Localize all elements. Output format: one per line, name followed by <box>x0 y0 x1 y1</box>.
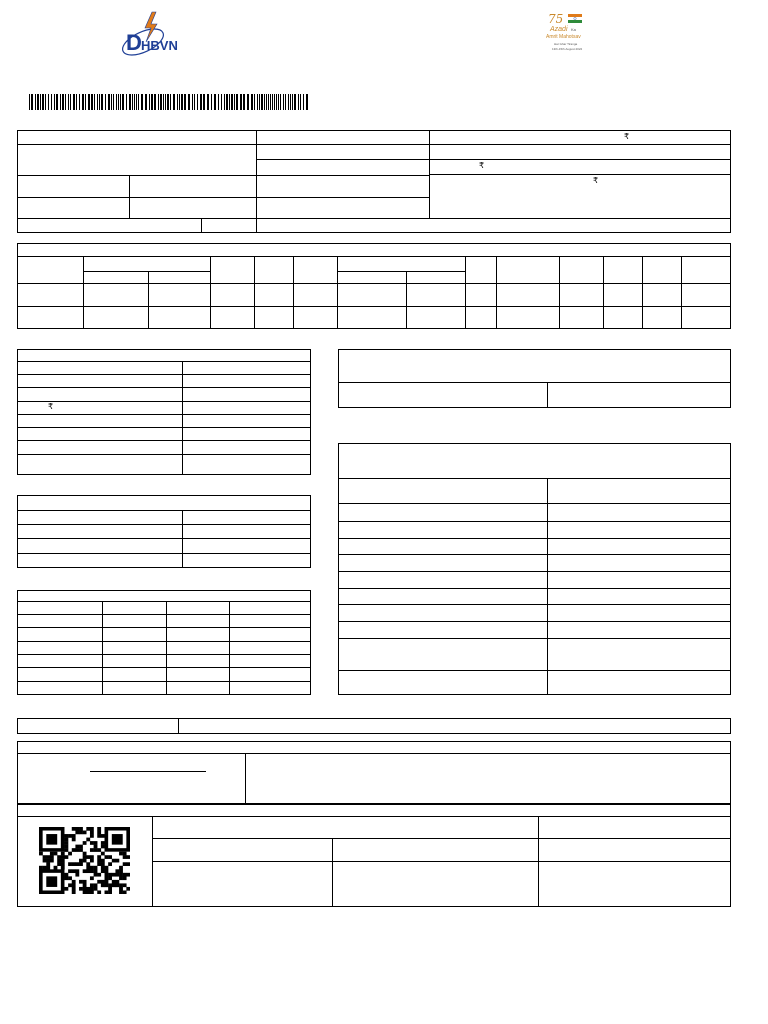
qr-module <box>64 841 68 845</box>
barcode-bar <box>292 94 293 110</box>
ka-word: Ka <box>571 27 576 32</box>
qr-module <box>75 869 79 873</box>
qr-module <box>46 859 50 863</box>
barcode-bar <box>111 94 112 110</box>
qr-module <box>64 848 68 852</box>
rupee-symbol: ₹ <box>479 161 485 170</box>
barcode-bar <box>254 94 255 110</box>
qr-module <box>86 887 90 891</box>
barcode-bar <box>214 94 216 110</box>
qr-module <box>105 869 109 873</box>
barcode-bar <box>145 94 147 110</box>
qr-module <box>108 862 112 866</box>
barcode-bar <box>154 94 156 110</box>
barcode-bar <box>270 94 271 110</box>
barcode-bar <box>300 94 301 110</box>
barcode-bar <box>141 94 143 110</box>
qr-module <box>64 845 68 849</box>
qr-module <box>83 869 87 873</box>
qr-module <box>97 862 101 866</box>
qr-module <box>57 859 61 863</box>
qr-module <box>97 831 101 835</box>
barcode-bar <box>116 94 117 110</box>
barcode-bar <box>266 94 267 110</box>
qr-module <box>64 873 68 877</box>
barcode-bar <box>276 94 277 110</box>
qr-module <box>90 841 94 845</box>
qr-module <box>90 890 94 894</box>
barcode-bar <box>70 94 71 110</box>
barcode-bar <box>79 94 80 110</box>
qr-module <box>126 873 130 877</box>
qr-module <box>79 862 83 866</box>
azadi-word: Azadi <box>550 26 568 33</box>
barcode-bar <box>229 94 230 110</box>
qr-module <box>83 859 87 863</box>
barcode-bar <box>197 94 198 110</box>
barcode-bar <box>99 94 100 110</box>
qr-module <box>86 862 90 866</box>
qr-module <box>86 838 90 842</box>
qr-module <box>68 852 72 856</box>
qr-code <box>39 827 130 894</box>
qr-module <box>105 855 109 859</box>
qr-module <box>79 859 83 863</box>
qr-module <box>46 866 50 870</box>
qr-module <box>83 841 87 845</box>
qr-module <box>123 883 127 887</box>
qr-module <box>64 834 68 838</box>
qr-module <box>126 855 130 859</box>
qr-module <box>123 876 127 880</box>
qr-module <box>64 887 68 891</box>
barcode-bar <box>274 94 275 110</box>
qr-module <box>68 883 72 887</box>
qr-module <box>101 880 105 884</box>
qr-module <box>50 852 54 856</box>
barcode-bar <box>294 94 296 110</box>
barcode-bar <box>221 94 222 110</box>
barcode-bar <box>158 94 159 110</box>
barcode-bar <box>173 94 175 110</box>
barcode-bar <box>165 94 166 110</box>
qr-module <box>90 831 94 835</box>
barcode-bar <box>251 94 253 110</box>
barcode-bar <box>85 94 86 110</box>
barcode-bar <box>149 94 150 110</box>
qr-module <box>61 862 65 866</box>
qr-module <box>79 880 83 884</box>
qr-module <box>94 883 98 887</box>
qr-module <box>108 887 112 891</box>
qr-module <box>90 834 94 838</box>
barcode-bar <box>91 94 93 110</box>
barcode-bar <box>167 94 169 110</box>
qr-module <box>39 866 43 870</box>
qr-module <box>75 862 79 866</box>
qr-module <box>79 827 83 831</box>
qr-module <box>101 841 105 845</box>
qr-module <box>83 880 87 884</box>
barcode-bar <box>160 94 162 110</box>
barcode-bar <box>226 94 228 110</box>
qr-module <box>101 862 105 866</box>
qr-module <box>123 855 127 859</box>
qr-module <box>75 845 79 849</box>
barcode-bar <box>170 94 171 110</box>
qr-module <box>97 827 101 831</box>
barcode-bar <box>82 94 84 110</box>
qr-module <box>94 848 98 852</box>
qr-module <box>79 848 83 852</box>
tricolor-flag-icon <box>568 14 582 24</box>
barcode-bar <box>88 94 90 110</box>
qr-module <box>119 852 123 856</box>
qr-module <box>61 866 65 870</box>
qr-module <box>105 890 109 894</box>
qr-module <box>68 834 72 838</box>
qr-module <box>68 876 72 880</box>
barcode-bar <box>203 94 205 110</box>
qr-module <box>90 876 94 880</box>
rupee-symbol: ₹ <box>593 176 599 185</box>
barcode-bar <box>179 94 180 110</box>
qr-module <box>112 873 116 877</box>
qr-module <box>90 866 94 870</box>
barcode-bar <box>51 94 52 110</box>
barcode-bar <box>163 94 164 110</box>
qr-module <box>123 890 127 894</box>
barcode-bar <box>118 94 119 110</box>
qr-module <box>119 883 123 887</box>
qr-module <box>101 866 105 870</box>
barcode-bar <box>306 94 308 110</box>
qr-module <box>94 841 98 845</box>
qr-module <box>126 887 130 891</box>
barcode-bar <box>184 94 186 110</box>
qr-module <box>112 883 116 887</box>
qr-module <box>79 887 83 891</box>
rupee-symbol: ₹ <box>624 132 630 141</box>
barcode-bar <box>120 94 121 110</box>
qr-module <box>105 866 109 870</box>
qr-module <box>123 862 127 866</box>
barcode-bar <box>236 94 238 110</box>
barcode-bar <box>108 94 110 110</box>
barcode-bar <box>272 94 273 110</box>
qr-module <box>90 827 94 831</box>
barcode-bar <box>261 94 263 110</box>
qr-module <box>46 855 50 859</box>
qr-module <box>83 852 87 856</box>
qr-module <box>105 880 109 884</box>
barcode-bar <box>65 94 66 110</box>
barcode-bar <box>257 94 258 110</box>
qr-module <box>126 862 130 866</box>
barcode-bar <box>54 94 55 110</box>
qr-module <box>119 873 123 877</box>
qr-module <box>94 869 98 873</box>
qr-module <box>105 873 109 877</box>
qr-module <box>123 873 127 877</box>
qr-module <box>72 834 76 838</box>
qr-module <box>97 873 101 877</box>
qr-module <box>115 859 119 863</box>
qr-module <box>119 890 123 894</box>
amrit-mahotsav-word: Amrit Mahotsav <box>546 34 581 40</box>
qr-module <box>97 834 101 838</box>
barcode-bar <box>62 94 64 110</box>
qr-module <box>97 848 101 852</box>
barcode-bar <box>113 94 114 110</box>
barcode-bar <box>126 94 127 110</box>
barcode-bar <box>192 94 193 110</box>
qr-module <box>123 852 127 856</box>
barcode-bar <box>45 94 46 110</box>
qr-module <box>115 869 119 873</box>
barcode-bar <box>224 94 225 110</box>
barcode-bar <box>243 94 245 110</box>
barcode-bar <box>29 94 30 110</box>
barcode-bar <box>240 94 242 110</box>
logo-letter-d: D <box>126 30 142 55</box>
qr-module <box>57 862 61 866</box>
qr-module <box>97 855 101 859</box>
qr-module <box>108 883 112 887</box>
qr-module <box>108 873 112 877</box>
qr-finder-center <box>112 834 123 845</box>
barcode-bar <box>303 94 304 110</box>
qr-module <box>115 883 119 887</box>
qr-module <box>75 848 79 852</box>
qr-module <box>119 876 123 880</box>
barcode-bar <box>48 94 49 110</box>
qr-module <box>105 883 109 887</box>
barcode-bar <box>188 94 190 110</box>
qr-module <box>75 827 79 831</box>
qr-module <box>72 887 76 891</box>
qr-module <box>101 859 105 863</box>
barcode-bar <box>101 94 103 110</box>
barcode-bar <box>31 94 33 110</box>
dhbvn-logo <box>115 8 195 64</box>
qr-module <box>90 859 94 863</box>
har-ghar-tiranga: Har Ghar Tiranga <box>554 42 578 46</box>
qr-module <box>86 855 90 859</box>
barcode-bar <box>211 94 212 110</box>
qr-module <box>101 852 105 856</box>
qr-module <box>94 873 98 877</box>
barcode-bar <box>37 94 39 110</box>
barcode-bar <box>264 94 265 110</box>
qr-module <box>72 869 76 873</box>
qr-module <box>90 869 94 873</box>
qr-module <box>57 855 61 859</box>
qr-module <box>68 862 72 866</box>
barcode-bar <box>207 94 209 110</box>
qr-module <box>46 862 50 866</box>
tiranga-dates: 13th-15th August 2022 <box>552 47 583 51</box>
qr-module <box>94 887 98 891</box>
barcode-bar <box>136 94 137 110</box>
qr-module <box>119 866 123 870</box>
barcode-bar <box>268 94 269 110</box>
qr-module <box>108 876 112 880</box>
qr-module <box>61 852 65 856</box>
qr-module <box>90 848 94 852</box>
qr-module <box>72 827 76 831</box>
qr-module <box>115 880 119 884</box>
barcode-bar <box>151 94 153 110</box>
barcode-bar <box>94 94 95 110</box>
qr-module <box>50 859 54 863</box>
barcode <box>29 94 311 110</box>
barcode-bar <box>177 94 178 110</box>
barcode-bar <box>290 94 291 110</box>
barcode-bar <box>76 94 77 110</box>
signature-line <box>90 771 206 772</box>
barcode-bar <box>138 94 139 110</box>
qr-module <box>64 855 68 859</box>
rupee-symbol: ₹ <box>48 402 54 411</box>
azadi-75: 75 <box>548 12 564 26</box>
qr-module <box>83 831 87 835</box>
qr-module <box>119 887 123 891</box>
qr-module <box>83 855 87 859</box>
qr-module <box>64 876 68 880</box>
qr-module <box>97 859 101 863</box>
barcode-bar <box>73 94 75 110</box>
barcode-bar <box>288 94 289 110</box>
barcode-bar <box>194 94 195 110</box>
barcode-bar <box>68 94 69 110</box>
barcode-bar <box>247 94 249 110</box>
qr-module <box>39 852 43 856</box>
qr-module <box>64 838 68 842</box>
qr-module <box>61 855 65 859</box>
qr-module <box>86 827 90 831</box>
barcode-bar <box>298 94 299 110</box>
qr-module <box>119 869 123 873</box>
qr-module <box>83 887 87 891</box>
qr-module <box>90 887 94 891</box>
qr-module <box>90 883 94 887</box>
qr-module <box>86 890 90 894</box>
barcode-bar <box>200 94 202 110</box>
qr-module <box>112 859 116 863</box>
barcode-bar <box>40 94 41 110</box>
qr-module <box>101 883 105 887</box>
barcode-bar <box>122 94 124 110</box>
qr-module <box>101 834 105 838</box>
qr-module <box>101 845 105 849</box>
qr-module <box>72 862 76 866</box>
barcode-bar <box>134 94 135 110</box>
qr-module <box>94 845 98 849</box>
qr-module <box>75 831 79 835</box>
qr-module <box>94 866 98 870</box>
qr-module <box>72 838 76 842</box>
barcode-bar <box>285 94 286 110</box>
qr-module <box>83 883 87 887</box>
qr-finder-center <box>46 834 57 845</box>
qr-module <box>101 869 105 873</box>
qr-module <box>72 883 76 887</box>
barcode-bar <box>97 94 98 110</box>
qr-module <box>43 855 47 859</box>
qr-module <box>72 848 76 852</box>
barcode-bar <box>60 94 61 110</box>
qr-module <box>86 869 90 873</box>
qr-module <box>43 866 47 870</box>
qr-module <box>112 880 116 884</box>
qr-module <box>79 831 83 835</box>
barcode-bar <box>278 94 279 110</box>
qr-finder-center <box>46 876 57 887</box>
qr-module <box>108 855 112 859</box>
qr-module <box>72 880 76 884</box>
qr-module <box>115 873 119 877</box>
qr-module <box>108 890 112 894</box>
barcode-bar <box>129 94 131 110</box>
barcode-bar <box>231 94 233 110</box>
barcode-bar <box>35 94 36 110</box>
qr-module <box>50 855 54 859</box>
azadi-ka-amrit-mahotsav-logo <box>544 10 596 56</box>
barcode-bar <box>280 94 281 110</box>
qr-module <box>68 869 72 873</box>
qr-module <box>43 859 47 863</box>
barcode-bar <box>218 94 219 110</box>
qr-module <box>97 890 101 894</box>
qr-module <box>79 845 83 849</box>
barcode-bar <box>283 94 284 110</box>
barcode-bar <box>132 94 133 110</box>
logo-text-hbvn: HBVN <box>141 38 178 53</box>
qr-module <box>83 890 87 894</box>
qr-module <box>61 859 65 863</box>
barcode-bar <box>259 94 260 110</box>
qr-module <box>72 890 76 894</box>
qr-module <box>54 852 58 856</box>
barcode-bar <box>234 94 235 110</box>
qr-module <box>90 855 94 859</box>
qr-module <box>75 873 79 877</box>
barcode-bar <box>56 94 58 110</box>
barcode-bar <box>42 94 44 110</box>
qr-module <box>86 866 90 870</box>
qr-module <box>97 880 101 884</box>
barcode-bar <box>181 94 183 110</box>
barcode-bar <box>105 94 106 110</box>
qr-module <box>105 876 109 880</box>
qr-module <box>54 866 58 870</box>
